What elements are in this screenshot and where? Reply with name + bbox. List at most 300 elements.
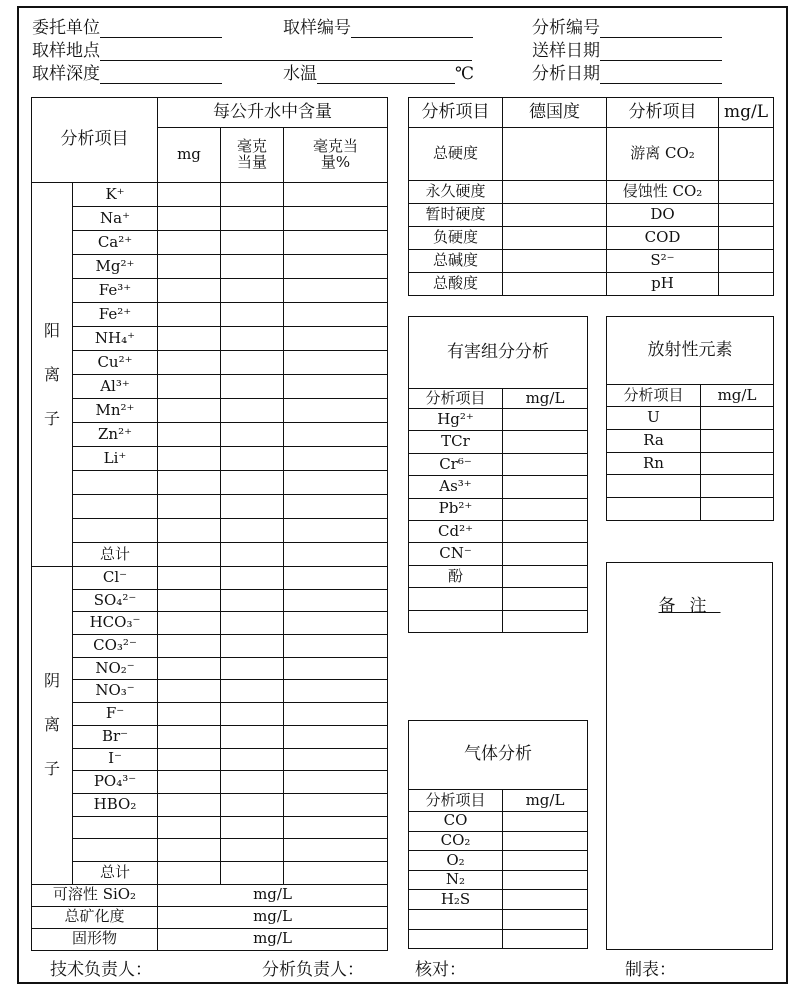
mgl-value-cell[interactable]	[719, 227, 774, 250]
meq-pct-header: 毫克当量%	[284, 128, 388, 183]
temp-unit: ℃	[455, 64, 475, 84]
meq-header: 毫克当量	[221, 128, 284, 183]
value-cell[interactable]	[158, 793, 221, 816]
value-cell[interactable]	[221, 771, 284, 794]
mgl-value-cell[interactable]	[503, 851, 588, 871]
mgl-value-cell[interactable]	[503, 588, 588, 610]
value-cell[interactable]	[221, 793, 284, 816]
table-row	[32, 816, 388, 839]
sample-no-field[interactable]	[283, 18, 473, 38]
table-row	[409, 181, 774, 204]
gas-title: 气体分析	[409, 721, 588, 790]
value-cell[interactable]	[158, 399, 221, 423]
table-row	[607, 429, 774, 452]
table-row	[409, 520, 588, 542]
value-cell[interactable]	[158, 495, 221, 519]
anion-label: SO₄²⁻	[73, 589, 158, 612]
value-cell[interactable]	[158, 589, 221, 612]
value-cell[interactable]	[158, 635, 221, 658]
remarks-title: 备注	[658, 596, 721, 616]
cation-label: Cu²⁺	[73, 351, 158, 375]
value-cell[interactable]	[284, 793, 388, 816]
table-row	[409, 831, 588, 851]
item-header: 分析项目	[32, 98, 158, 183]
analysis-no-label: 分析编号	[532, 18, 600, 38]
table-row	[32, 928, 388, 950]
gas-table	[408, 720, 588, 949]
cation-label: Zn²⁺	[73, 423, 158, 447]
table-row	[32, 861, 388, 884]
value-cell[interactable]	[221, 351, 284, 375]
value-cell[interactable]	[284, 327, 388, 351]
radioactive-header-item: 分析项目	[607, 385, 701, 407]
gas-item: CO₂	[409, 831, 503, 851]
water-temp-field[interactable]	[283, 64, 474, 84]
cation-group-label: 阳离子	[32, 183, 73, 567]
gas-header-unit: mg/L	[503, 790, 588, 812]
mgl-value-cell[interactable]	[503, 610, 588, 632]
table-row	[409, 909, 588, 929]
value-cell[interactable]	[158, 861, 221, 884]
value-cell[interactable]	[221, 399, 284, 423]
tabulator-label: 制表：	[625, 960, 676, 980]
value-cell[interactable]	[221, 183, 284, 207]
cation-label: Fe³⁺	[73, 279, 158, 303]
checker-label: 核对：	[415, 960, 466, 980]
mgl-value-cell[interactable]	[503, 929, 588, 949]
mgl-value-cell[interactable]	[503, 431, 588, 453]
anion-label: PO₄³⁻	[73, 771, 158, 794]
analysis-item: S²⁻	[607, 250, 719, 273]
degree-value-cell[interactable]	[503, 227, 607, 250]
value-cell[interactable]	[284, 861, 388, 884]
cation-label: Na⁺	[73, 207, 158, 231]
mgl-value-cell[interactable]	[503, 812, 588, 832]
value-cell[interactable]	[158, 183, 221, 207]
value-cell[interactable]	[158, 279, 221, 303]
value-cell[interactable]	[221, 589, 284, 612]
anion-label: HCO₃⁻	[73, 612, 158, 635]
value-cell[interactable]	[158, 255, 221, 279]
harmful-item: 酚	[409, 565, 503, 587]
table-row	[32, 375, 388, 399]
value-cell[interactable]	[221, 725, 284, 748]
table-row	[607, 407, 774, 430]
value-cell[interactable]	[284, 657, 388, 680]
harmful-title: 有害组分分析	[409, 317, 588, 389]
value-cell[interactable]	[221, 748, 284, 771]
value-cell[interactable]	[284, 255, 388, 279]
table-row	[32, 447, 388, 471]
value-cell[interactable]	[284, 207, 388, 231]
anion-label: HBO₂	[73, 793, 158, 816]
value-cell[interactable]	[221, 255, 284, 279]
table-row	[32, 906, 388, 928]
gas-item	[409, 909, 503, 929]
gas-header-item: 分析项目	[409, 790, 503, 812]
value-cell[interactable]	[158, 231, 221, 255]
table-row	[607, 498, 774, 521]
table-row	[32, 495, 388, 519]
analysis-date-field[interactable]	[532, 64, 722, 84]
mgl-value-cell[interactable]	[503, 890, 588, 910]
value-cell[interactable]	[284, 816, 388, 839]
value-cell[interactable]	[158, 471, 221, 495]
hardness-item: 总酸度	[409, 273, 503, 296]
hardness-header-degree: 德国度	[503, 98, 607, 128]
gas-item: CO	[409, 812, 503, 832]
table-row	[409, 128, 774, 181]
ion-table	[31, 97, 388, 951]
value-cell[interactable]	[221, 612, 284, 635]
table-row	[409, 498, 588, 520]
table-row	[32, 279, 388, 303]
analysis-item: 侵蚀性 CO₂	[607, 181, 719, 204]
table-row	[409, 476, 588, 498]
table-row	[409, 929, 588, 949]
hardness-item: 暂时硬度	[409, 204, 503, 227]
extra-row-unit[interactable]: mg/L	[158, 906, 388, 928]
mgl-value-cell[interactable]	[719, 273, 774, 296]
value-cell[interactable]	[284, 589, 388, 612]
table-row	[409, 227, 774, 250]
value-cell[interactable]	[284, 447, 388, 471]
radioactive-item: Ra	[607, 429, 701, 452]
harmful-item	[409, 588, 503, 610]
value-cell[interactable]	[158, 351, 221, 375]
harmful-item: Hg²⁺	[409, 409, 503, 431]
value-cell[interactable]	[221, 519, 284, 543]
radioactive-item	[607, 498, 701, 521]
value-cell[interactable]	[284, 231, 388, 255]
analysis-item: DO	[607, 204, 719, 227]
value-cell[interactable]	[284, 725, 388, 748]
value-cell[interactable]	[221, 423, 284, 447]
value-cell[interactable]	[221, 375, 284, 399]
mgl-value-cell[interactable]	[503, 565, 588, 587]
anion-label: NO₃⁻	[73, 680, 158, 703]
value-cell[interactable]	[284, 748, 388, 771]
value-cell[interactable]	[158, 423, 221, 447]
table-row	[32, 255, 388, 279]
table-row	[32, 635, 388, 658]
table-row	[409, 453, 588, 475]
gas-item: N₂	[409, 870, 503, 890]
harmful-item: Pb²⁺	[409, 498, 503, 520]
table-row	[32, 399, 388, 423]
anion-label: NO₂⁻	[73, 657, 158, 680]
value-cell[interactable]	[284, 519, 388, 543]
radioactive-item	[607, 475, 701, 498]
location-label: 取样地点	[32, 41, 100, 61]
value-cell[interactable]	[221, 657, 284, 680]
value-cell[interactable]	[158, 375, 221, 399]
value-cell[interactable]	[284, 471, 388, 495]
table-row	[32, 839, 388, 862]
anion-label	[73, 816, 158, 839]
hardness-item: 总硬度	[409, 128, 503, 181]
mgl-value-cell[interactable]	[503, 498, 588, 520]
cation-label: Ca²⁺	[73, 231, 158, 255]
depth-label: 取样深度	[32, 64, 100, 84]
table-row	[32, 567, 388, 590]
table-row	[32, 589, 388, 612]
harmful-item: Cd²⁺	[409, 520, 503, 542]
cation-label	[73, 519, 158, 543]
table-row	[32, 207, 388, 231]
hardness-header-item: 分析项目	[409, 98, 503, 128]
extra-row-label: 总矿化度	[32, 906, 158, 928]
gas-item: O₂	[409, 851, 503, 871]
harmful-table	[408, 316, 588, 633]
value-cell[interactable]	[284, 351, 388, 375]
radioactive-table	[606, 316, 774, 521]
value-cell[interactable]	[221, 816, 284, 839]
table-row	[409, 431, 588, 453]
table-row	[409, 812, 588, 832]
anion-label: Br⁻	[73, 725, 158, 748]
harmful-item: As³⁺	[409, 476, 503, 498]
radioactive-title: 放射性元素	[607, 317, 774, 385]
sample-no-label: 取样编号	[283, 18, 351, 38]
harmful-item: TCr	[409, 431, 503, 453]
value-cell[interactable]	[284, 423, 388, 447]
depth-field[interactable]	[32, 64, 222, 84]
anion-label: CO₃²⁻	[73, 635, 158, 658]
table-row	[32, 657, 388, 680]
value-cell[interactable]	[221, 495, 284, 519]
harmful-item: CN⁻	[409, 543, 503, 565]
value-cell[interactable]	[221, 839, 284, 862]
value-cell[interactable]	[221, 279, 284, 303]
mg-header: mg	[158, 128, 221, 183]
table-row	[32, 351, 388, 375]
table-row	[607, 452, 774, 475]
table-row	[32, 231, 388, 255]
value-cell[interactable]	[284, 680, 388, 703]
table-row	[32, 543, 388, 567]
value-cell[interactable]	[221, 303, 284, 327]
degree-value-cell[interactable]	[503, 250, 607, 273]
value-cell[interactable]	[158, 771, 221, 794]
analysis-lead-label: 分析负责人：	[262, 960, 364, 980]
degree-value-cell[interactable]	[503, 181, 607, 204]
table-row	[32, 303, 388, 327]
mgl-value-cell[interactable]	[701, 407, 774, 430]
cation-label: 总计	[73, 543, 158, 567]
value-cell[interactable]	[284, 703, 388, 726]
value-cell[interactable]	[284, 279, 388, 303]
value-cell[interactable]	[158, 327, 221, 351]
mgl-value-cell[interactable]	[503, 831, 588, 851]
anion-label: I⁻	[73, 748, 158, 771]
value-cell[interactable]	[284, 567, 388, 590]
value-cell[interactable]	[284, 771, 388, 794]
table-row	[409, 851, 588, 871]
mgl-value-cell[interactable]	[719, 181, 774, 204]
mgl-value-cell[interactable]	[503, 476, 588, 498]
value-cell[interactable]	[221, 447, 284, 471]
radioactive-item: Rn	[607, 452, 701, 475]
value-cell[interactable]	[284, 612, 388, 635]
send-date-label: 送样日期	[532, 41, 600, 61]
value-cell[interactable]	[158, 567, 221, 590]
value-cell[interactable]	[284, 839, 388, 862]
content-header: 每公升水中含量	[158, 98, 388, 128]
radioactive-item: U	[607, 407, 701, 430]
value-cell[interactable]	[221, 680, 284, 703]
value-cell[interactable]	[158, 447, 221, 471]
value-cell[interactable]	[284, 543, 388, 567]
value-cell[interactable]	[221, 567, 284, 590]
tech-lead-label: 技术负责人：	[50, 960, 152, 980]
gas-item	[409, 929, 503, 949]
hardness-item: 负硬度	[409, 227, 503, 250]
value-cell[interactable]	[158, 680, 221, 703]
table-row	[409, 409, 588, 431]
analysis-no-field[interactable]	[532, 18, 722, 38]
mgl-value-cell[interactable]	[503, 453, 588, 475]
cation-label: Li⁺	[73, 447, 158, 471]
cation-label: Mg²⁺	[73, 255, 158, 279]
table-row	[32, 884, 388, 906]
degree-value-cell[interactable]	[503, 273, 607, 296]
value-cell[interactable]	[221, 207, 284, 231]
table-row	[32, 423, 388, 447]
table-row	[409, 565, 588, 587]
value-cell[interactable]	[221, 471, 284, 495]
value-cell[interactable]	[158, 657, 221, 680]
extra-row-unit[interactable]: mg/L	[158, 884, 388, 906]
mgl-value-cell[interactable]	[701, 498, 774, 521]
anion-group-label: 阴离子	[32, 567, 73, 885]
hardness-header-item2: 分析项目	[607, 98, 719, 128]
extra-row-unit[interactable]: mg/L	[158, 928, 388, 950]
value-cell[interactable]	[158, 748, 221, 771]
client-label: 委托单位	[32, 18, 100, 38]
harmful-item: Cr⁶⁻	[409, 453, 503, 475]
extra-row-label: 固形物	[32, 928, 158, 950]
harmful-item	[409, 610, 503, 632]
value-cell[interactable]	[158, 816, 221, 839]
radioactive-header-unit: mg/L	[701, 385, 774, 407]
table-row	[409, 204, 774, 227]
hardness-item: 永久硬度	[409, 181, 503, 204]
value-cell[interactable]	[158, 543, 221, 567]
mgl-value-cell[interactable]	[719, 204, 774, 227]
value-cell[interactable]	[221, 543, 284, 567]
table-row	[32, 519, 388, 543]
table-row	[409, 588, 588, 610]
table-row	[32, 612, 388, 635]
mgl-value-cell[interactable]	[503, 409, 588, 431]
value-cell[interactable]	[284, 375, 388, 399]
mgl-value-cell[interactable]	[503, 543, 588, 565]
mgl-value-cell[interactable]	[719, 250, 774, 273]
extra-row-label: 可溶性 SiO₂	[32, 884, 158, 906]
location-field[interactable]	[32, 41, 472, 61]
mgl-value-cell[interactable]	[701, 452, 774, 475]
value-cell[interactable]	[158, 207, 221, 231]
table-row	[409, 870, 588, 890]
anion-label: 总计	[73, 861, 158, 884]
mgl-value-cell[interactable]	[503, 520, 588, 542]
mgl-value-cell[interactable]	[701, 475, 774, 498]
gas-item: H₂S	[409, 890, 503, 910]
mgl-value-cell[interactable]	[503, 870, 588, 890]
cation-label: Mn²⁺	[73, 399, 158, 423]
mgl-value-cell[interactable]	[719, 128, 774, 181]
harmful-header-unit: mg/L	[503, 389, 588, 409]
table-row	[32, 725, 388, 748]
anion-label	[73, 839, 158, 862]
analysis-item: pH	[607, 273, 719, 296]
value-cell[interactable]	[284, 303, 388, 327]
value-cell[interactable]	[158, 519, 221, 543]
remarks-box[interactable]	[606, 562, 773, 950]
cation-label: K⁺	[73, 183, 158, 207]
send-date-field[interactable]	[532, 41, 722, 61]
value-cell[interactable]	[158, 839, 221, 862]
table-row	[409, 273, 774, 296]
table-row	[32, 471, 388, 495]
table-row	[32, 183, 388, 207]
value-cell[interactable]	[158, 725, 221, 748]
table-row	[32, 327, 388, 351]
hardness-table	[408, 97, 774, 296]
value-cell[interactable]	[221, 231, 284, 255]
table-row	[32, 680, 388, 703]
degree-value-cell[interactable]	[503, 128, 607, 181]
table-row	[409, 250, 774, 273]
value-cell[interactable]	[284, 183, 388, 207]
value-cell[interactable]	[158, 303, 221, 327]
table-row	[409, 610, 588, 632]
value-cell[interactable]	[221, 861, 284, 884]
client-field[interactable]	[32, 18, 222, 38]
analysis-item: 游离 CO₂	[607, 128, 719, 181]
table-row	[409, 890, 588, 910]
value-cell[interactable]	[284, 399, 388, 423]
analysis-item: COD	[607, 227, 719, 250]
harmful-header-item: 分析项目	[409, 389, 503, 409]
value-cell[interactable]	[221, 635, 284, 658]
table-row	[32, 771, 388, 794]
degree-value-cell[interactable]	[503, 204, 607, 227]
cation-label	[73, 495, 158, 519]
anion-label: F⁻	[73, 703, 158, 726]
cation-label: Al³⁺	[73, 375, 158, 399]
value-cell[interactable]	[221, 327, 284, 351]
cation-label: NH₄⁺	[73, 327, 158, 351]
value-cell[interactable]	[221, 703, 284, 726]
value-cell[interactable]	[158, 703, 221, 726]
cation-label	[73, 471, 158, 495]
hardness-header-unit: mg/L	[719, 98, 774, 128]
value-cell[interactable]	[284, 635, 388, 658]
table-row	[32, 703, 388, 726]
table-row	[32, 748, 388, 771]
mgl-value-cell[interactable]	[503, 909, 588, 929]
value-cell[interactable]	[284, 495, 388, 519]
value-cell[interactable]	[158, 612, 221, 635]
water-temp-label: 水温	[283, 64, 317, 84]
analysis-date-label: 分析日期	[532, 64, 600, 84]
cation-label: Fe²⁺	[73, 303, 158, 327]
hardness-item: 总碱度	[409, 250, 503, 273]
mgl-value-cell[interactable]	[701, 429, 774, 452]
table-row	[607, 475, 774, 498]
